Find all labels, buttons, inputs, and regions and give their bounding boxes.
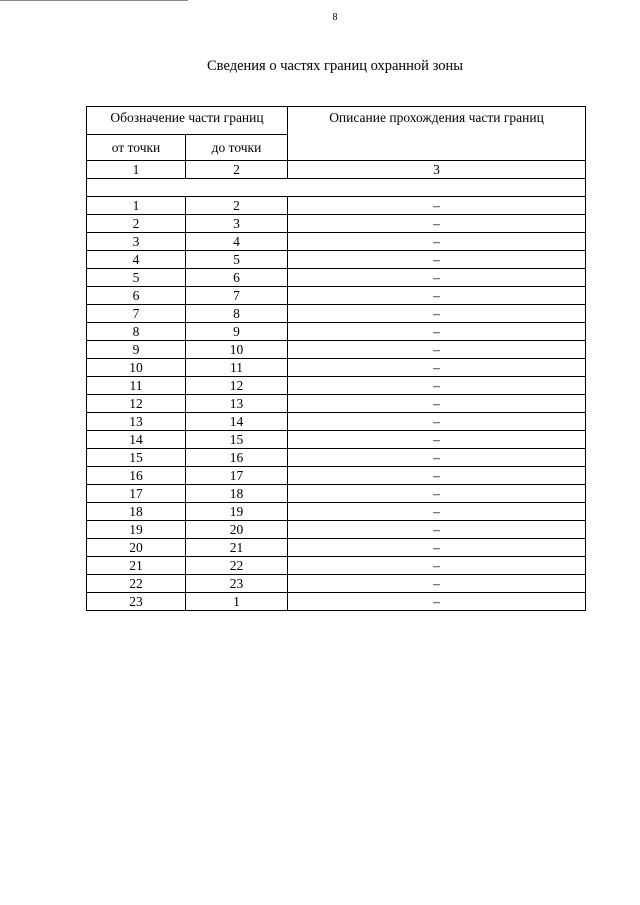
table-row: [87, 341, 586, 359]
table-row: [87, 557, 586, 575]
to-point-cell: 15: [186, 431, 288, 449]
column-number: 3: [288, 161, 586, 179]
to-point-cell: 13: [186, 395, 288, 413]
from-point-cell: 6: [87, 287, 186, 305]
table-row: [87, 215, 586, 233]
description-cell: –: [288, 287, 586, 305]
table-row: [87, 413, 586, 431]
table-row: [87, 197, 586, 215]
from-point-cell: 4: [87, 251, 186, 269]
from-point-cell: 22: [87, 575, 186, 593]
to-point-cell: 23: [186, 575, 288, 593]
to-point-cell: 8: [186, 305, 288, 323]
description-cell: –: [288, 575, 586, 593]
description-cell: –: [288, 431, 586, 449]
to-point-cell: 2: [186, 197, 288, 215]
description-cell: –: [288, 485, 586, 503]
from-point-cell: 23: [87, 593, 186, 611]
to-point-cell: 1: [186, 593, 288, 611]
to-point-cell: 19: [186, 503, 288, 521]
table-row: [87, 539, 586, 557]
designation-header: Обозначение части границ: [87, 107, 288, 135]
description-cell: –: [288, 539, 586, 557]
to-point-cell: 22: [186, 557, 288, 575]
to-point-cell: 7: [186, 287, 288, 305]
table-row: [87, 233, 586, 251]
from-point-cell: 15: [87, 449, 186, 467]
from-point-cell: 5: [87, 269, 186, 287]
table-row: [87, 503, 586, 521]
to-point-cell: 3: [186, 215, 288, 233]
to-point-cell: 4: [186, 233, 288, 251]
table-row: [87, 323, 586, 341]
table-row: [87, 395, 586, 413]
from-point-cell: 18: [87, 503, 186, 521]
from-point-cell: 11: [87, 377, 186, 395]
description-cell: –: [288, 467, 586, 485]
boundary-parts-table: [86, 106, 586, 611]
from-point-cell: 8: [87, 323, 186, 341]
from-point-cell: 16: [87, 467, 186, 485]
from-point-header: от точки: [87, 135, 186, 161]
page-title: Сведения о частях границ охранной зоны: [207, 58, 463, 74]
from-point-cell: 13: [87, 413, 186, 431]
description-cell: –: [288, 593, 586, 611]
from-point-cell: 3: [87, 233, 186, 251]
from-point-cell: 9: [87, 341, 186, 359]
top-rule: [0, 0, 188, 1]
to-point-cell: 21: [186, 539, 288, 557]
table-row: [87, 269, 586, 287]
description-cell: –: [288, 323, 586, 341]
description-cell: –: [288, 557, 586, 575]
table-row: [87, 377, 586, 395]
table-row: [87, 431, 586, 449]
description-cell: –: [288, 341, 586, 359]
table-row: [87, 575, 586, 593]
from-point-cell: 2: [87, 215, 186, 233]
description-cell: –: [288, 305, 586, 323]
to-point-header: до точки: [186, 135, 288, 161]
description-cell: –: [288, 521, 586, 539]
page-number: 8: [332, 12, 338, 23]
table-row: [87, 521, 586, 539]
description-cell: –: [288, 359, 586, 377]
from-point-cell: 1: [87, 197, 186, 215]
table-row: [87, 485, 586, 503]
to-point-cell: 16: [186, 449, 288, 467]
table-row: [87, 287, 586, 305]
description-cell: –: [288, 449, 586, 467]
to-point-cell: 17: [186, 467, 288, 485]
description-cell: –: [288, 395, 586, 413]
from-point-cell: 21: [87, 557, 186, 575]
to-point-cell: 20: [186, 521, 288, 539]
description-header: Описание прохождения части границ: [288, 107, 586, 161]
to-point-cell: 11: [186, 359, 288, 377]
table-row: [87, 467, 586, 485]
from-point-cell: 19: [87, 521, 186, 539]
from-point-cell: 12: [87, 395, 186, 413]
description-cell: –: [288, 251, 586, 269]
description-cell: –: [288, 233, 586, 251]
to-point-cell: 12: [186, 377, 288, 395]
blank-row: [87, 179, 586, 197]
table-row: [87, 305, 586, 323]
description-cell: –: [288, 413, 586, 431]
header-row-1: [87, 107, 586, 135]
table-row: [87, 359, 586, 377]
to-point-cell: 9: [186, 323, 288, 341]
table-row: [87, 251, 586, 269]
to-point-cell: 6: [186, 269, 288, 287]
column-number: 2: [186, 161, 288, 179]
description-cell: –: [288, 377, 586, 395]
description-cell: –: [288, 503, 586, 521]
from-point-cell: 7: [87, 305, 186, 323]
description-cell: –: [288, 269, 586, 287]
column-number-row: [87, 161, 586, 179]
to-point-cell: 14: [186, 413, 288, 431]
description-cell: –: [288, 197, 586, 215]
from-point-cell: 20: [87, 539, 186, 557]
from-point-cell: 10: [87, 359, 186, 377]
column-number: 1: [87, 161, 186, 179]
from-point-cell: 14: [87, 431, 186, 449]
description-cell: –: [288, 215, 586, 233]
table-row: [87, 593, 586, 611]
to-point-cell: 18: [186, 485, 288, 503]
table-row: [87, 449, 586, 467]
to-point-cell: 10: [186, 341, 288, 359]
blank-cell: [87, 179, 586, 197]
from-point-cell: 17: [87, 485, 186, 503]
to-point-cell: 5: [186, 251, 288, 269]
